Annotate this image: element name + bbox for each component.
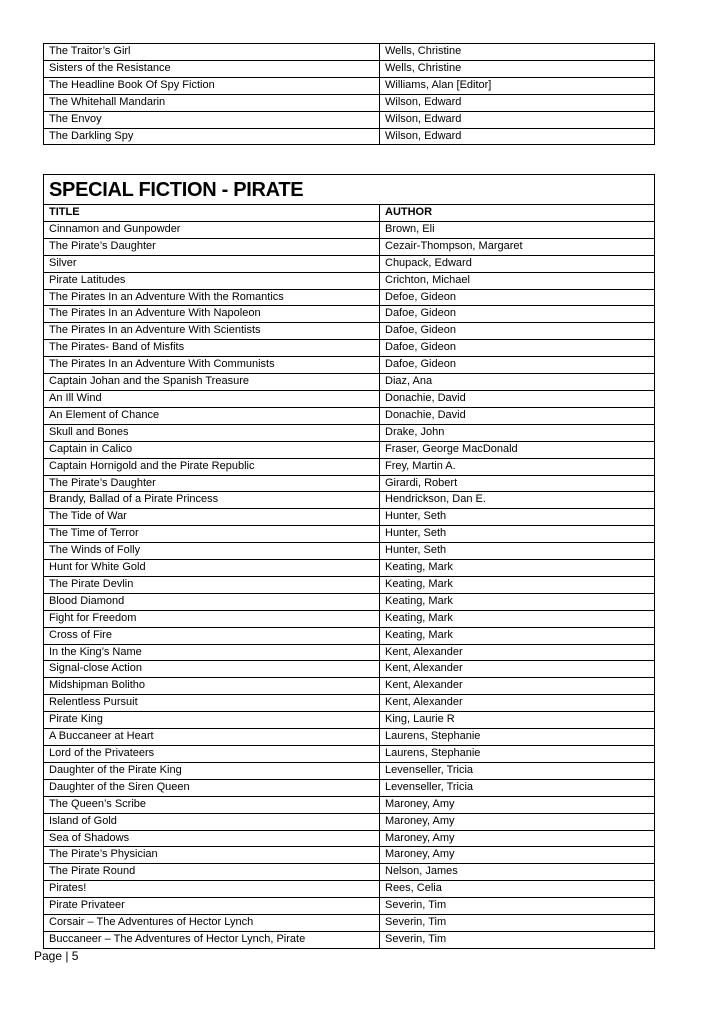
table-row bbox=[44, 560, 655, 577]
book-author: Levenseller, Tricia bbox=[380, 762, 655, 779]
book-title: The Headline Book Of Spy Fiction bbox=[44, 77, 380, 94]
table-row bbox=[44, 576, 655, 593]
table-row bbox=[44, 340, 655, 357]
table-row bbox=[44, 543, 655, 560]
book-author: Severin, Tim bbox=[380, 898, 655, 915]
table-row bbox=[44, 526, 655, 543]
table-row bbox=[44, 357, 655, 374]
book-author: Keating, Mark bbox=[380, 560, 655, 577]
table-row bbox=[44, 712, 655, 729]
book-title: Sea of Shadows bbox=[44, 830, 380, 847]
book-title: The Tide of War bbox=[44, 509, 380, 526]
book-title: Pirates! bbox=[44, 881, 380, 898]
book-author: Dafoe, Gideon bbox=[380, 340, 655, 357]
book-author: Kent, Alexander bbox=[380, 644, 655, 661]
book-title: Blood Diamond bbox=[44, 593, 380, 610]
table-row bbox=[44, 238, 655, 255]
book-title: Hunt for White Gold bbox=[44, 560, 380, 577]
table-row bbox=[44, 695, 655, 712]
book-title: The Pirates In an Adventure With Communists bbox=[44, 357, 380, 374]
book-title: The Pirate Round bbox=[44, 864, 380, 881]
table-row bbox=[44, 627, 655, 644]
book-author: Hunter, Seth bbox=[380, 526, 655, 543]
book-author: Maroney, Amy bbox=[380, 796, 655, 813]
table-row bbox=[44, 255, 655, 272]
table-row bbox=[44, 915, 655, 932]
book-author: Hendrickson, Dan E. bbox=[380, 492, 655, 509]
book-title: The Winds of Folly bbox=[44, 543, 380, 560]
book-author: Brown, Eli bbox=[380, 221, 655, 238]
table-row bbox=[44, 94, 655, 111]
book-title: Skull and Bones bbox=[44, 424, 380, 441]
table-row bbox=[44, 779, 655, 796]
table-row bbox=[44, 492, 655, 509]
table-row bbox=[44, 475, 655, 492]
table-row bbox=[44, 306, 655, 323]
book-title: Silver bbox=[44, 255, 380, 272]
book-title: Midshipman Bolitho bbox=[44, 678, 380, 695]
book-author: Defoe, Gideon bbox=[380, 289, 655, 306]
table-row bbox=[44, 509, 655, 526]
book-title: Captain Johan and the Spanish Treasure bbox=[44, 374, 380, 391]
book-title: The Pirates- Band of Misfits bbox=[44, 340, 380, 357]
book-author: Keating, Mark bbox=[380, 576, 655, 593]
book-title: Captain in Calico bbox=[44, 441, 380, 458]
book-author: Maroney, Amy bbox=[380, 830, 655, 847]
book-author: Dafoe, Gideon bbox=[380, 323, 655, 340]
book-author: Dafoe, Gideon bbox=[380, 357, 655, 374]
table-row bbox=[44, 678, 655, 695]
column-header-title: TITLE bbox=[44, 205, 380, 222]
table-row bbox=[44, 762, 655, 779]
book-title: The Pirates In an Adventure With Napoleon bbox=[44, 306, 380, 323]
book-title: The Pirate’s Daughter bbox=[44, 238, 380, 255]
book-author: Hunter, Seth bbox=[380, 543, 655, 560]
table-row bbox=[44, 729, 655, 746]
book-author: Crichton, Michael bbox=[380, 272, 655, 289]
book-title: Buccaneer – The Adventures of Hector Lynch, Pirate bbox=[44, 931, 380, 948]
book-title: Lord of the Privateers bbox=[44, 746, 380, 763]
book-author: Rees, Celia bbox=[380, 881, 655, 898]
book-title: Relentless Pursuit bbox=[44, 695, 380, 712]
book-title: The Pirate’s Physician bbox=[44, 847, 380, 864]
column-header-row bbox=[44, 205, 655, 222]
table-row bbox=[44, 813, 655, 830]
book-title: The Envoy bbox=[44, 111, 380, 128]
table-row bbox=[44, 374, 655, 391]
book-title: The Pirate Devlin bbox=[44, 576, 380, 593]
book-author: Girardi, Robert bbox=[380, 475, 655, 492]
book-title: The Traitor’s Girl bbox=[44, 44, 380, 61]
book-title: The Time of Terror bbox=[44, 526, 380, 543]
column-header-author: AUTHOR bbox=[380, 205, 655, 222]
book-author: Diaz, Ana bbox=[380, 374, 655, 391]
table-row bbox=[44, 323, 655, 340]
book-author: Donachie, David bbox=[380, 390, 655, 407]
table-row bbox=[44, 60, 655, 77]
book-author: Fraser, George MacDonald bbox=[380, 441, 655, 458]
book-title: The Whitehall Mandarin bbox=[44, 94, 380, 111]
book-title: Fight for Freedom bbox=[44, 610, 380, 627]
book-title: The Pirates In an Adventure With the Romantics bbox=[44, 289, 380, 306]
table-row bbox=[44, 128, 655, 145]
book-title: Pirate Latitudes bbox=[44, 272, 380, 289]
table-row bbox=[44, 881, 655, 898]
book-author: King, Laurie R bbox=[380, 712, 655, 729]
book-author: Maroney, Amy bbox=[380, 847, 655, 864]
book-title: The Queen’s Scribe bbox=[44, 796, 380, 813]
table-row bbox=[44, 931, 655, 948]
book-author: Laurens, Stephanie bbox=[380, 729, 655, 746]
book-author: Kent, Alexander bbox=[380, 661, 655, 678]
table-row bbox=[44, 898, 655, 915]
book-author: Keating, Mark bbox=[380, 610, 655, 627]
book-author: Dafoe, Gideon bbox=[380, 306, 655, 323]
book-title: Daughter of the Siren Queen bbox=[44, 779, 380, 796]
book-author: Maroney, Amy bbox=[380, 813, 655, 830]
book-author: Wells, Christine bbox=[380, 60, 655, 77]
table-row bbox=[44, 610, 655, 627]
book-author: Frey, Martin A. bbox=[380, 458, 655, 475]
book-author: Donachie, David bbox=[380, 407, 655, 424]
book-author: Laurens, Stephanie bbox=[380, 746, 655, 763]
book-author: Nelson, James bbox=[380, 864, 655, 881]
book-author: Kent, Alexander bbox=[380, 678, 655, 695]
book-title: Pirate Privateer bbox=[44, 898, 380, 915]
table-row bbox=[44, 44, 655, 61]
book-title: Island of Gold bbox=[44, 813, 380, 830]
table-row bbox=[44, 272, 655, 289]
table-row bbox=[44, 644, 655, 661]
section-heading-row bbox=[44, 175, 655, 205]
book-author: Williams, Alan [Editor] bbox=[380, 77, 655, 94]
book-title: An Ill Wind bbox=[44, 390, 380, 407]
section-heading: SPECIAL FICTION - PIRATE bbox=[44, 175, 655, 205]
table-row bbox=[44, 746, 655, 763]
book-title: In the King’s Name bbox=[44, 644, 380, 661]
table-row bbox=[44, 424, 655, 441]
page-number: Page | 5 bbox=[34, 949, 79, 963]
table-row bbox=[44, 796, 655, 813]
table-row bbox=[44, 111, 655, 128]
book-title: The Pirates In an Adventure With Scientists bbox=[44, 323, 380, 340]
book-title: A Buccaneer at Heart bbox=[44, 729, 380, 746]
table-row bbox=[44, 847, 655, 864]
book-author: Levenseller, Tricia bbox=[380, 779, 655, 796]
book-author: Severin, Tim bbox=[380, 915, 655, 932]
table-row bbox=[44, 830, 655, 847]
table-row bbox=[44, 593, 655, 610]
book-author: Severin, Tim bbox=[380, 931, 655, 948]
book-author: Drake, John bbox=[380, 424, 655, 441]
table-row bbox=[44, 77, 655, 94]
book-title: Cross of Fire bbox=[44, 627, 380, 644]
book-title: The Darkling Spy bbox=[44, 128, 380, 145]
book-title: Cinnamon and Gunpowder bbox=[44, 221, 380, 238]
book-title: Sisters of the Resistance bbox=[44, 60, 380, 77]
book-title: An Element of Chance bbox=[44, 407, 380, 424]
table-row bbox=[44, 441, 655, 458]
book-title: Captain Hornigold and the Pirate Republic bbox=[44, 458, 380, 475]
table-row bbox=[44, 458, 655, 475]
table-row bbox=[44, 390, 655, 407]
table-row bbox=[44, 661, 655, 678]
table-row bbox=[44, 407, 655, 424]
book-title: Pirate King bbox=[44, 712, 380, 729]
book-title: The Pirate’s Daughter bbox=[44, 475, 380, 492]
book-author: Hunter, Seth bbox=[380, 509, 655, 526]
spy-fiction-table-continued bbox=[43, 43, 655, 145]
book-author: Chupack, Edward bbox=[380, 255, 655, 272]
book-author: Wilson, Edward bbox=[380, 111, 655, 128]
book-title: Daughter of the Pirate King bbox=[44, 762, 380, 779]
book-title: Brandy, Ballad of a Pirate Princess bbox=[44, 492, 380, 509]
book-author: Keating, Mark bbox=[380, 593, 655, 610]
book-author: Wilson, Edward bbox=[380, 94, 655, 111]
book-author: Wilson, Edward bbox=[380, 128, 655, 145]
book-author: Keating, Mark bbox=[380, 627, 655, 644]
book-title: Signal-close Action bbox=[44, 661, 380, 678]
table-row bbox=[44, 864, 655, 881]
pirate-fiction-table bbox=[43, 174, 655, 949]
book-author: Wells, Christine bbox=[380, 44, 655, 61]
book-author: Kent, Alexander bbox=[380, 695, 655, 712]
book-title: Corsair – The Adventures of Hector Lynch bbox=[44, 915, 380, 932]
book-author: Cezair-Thompson, Margaret bbox=[380, 238, 655, 255]
table-row bbox=[44, 221, 655, 238]
table-row bbox=[44, 289, 655, 306]
